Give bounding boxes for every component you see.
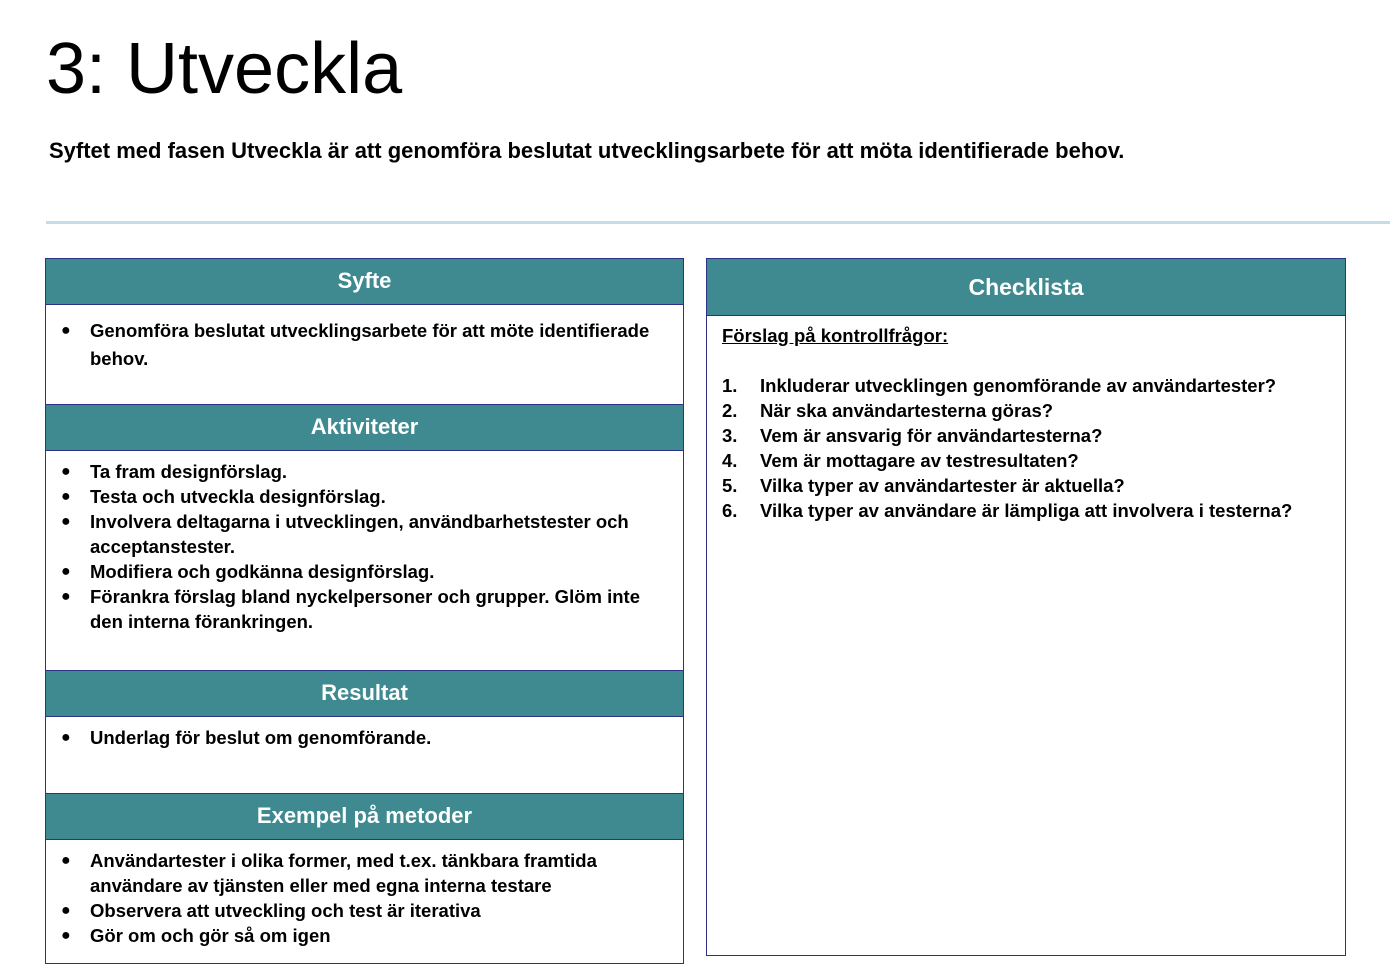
bullet-icon: ● [61,902,71,919]
section-header-checklista: Checklista [707,259,1345,316]
checklist-item: 2. När ska användartesterna göras? [722,400,1054,421]
bullet-icon: ● [61,588,71,605]
page-subtitle: Syftet med fasen Utveckla är att genomföra beslutat utvecklingsarbete för att möta identifierade behov. [49,138,1125,163]
bullet-icon: ● [61,488,71,505]
bullet-icon: ● [61,563,71,580]
page-title: 3: Utveckla [46,29,403,109]
list-item: ● Testa och utveckla designförslag. [61,486,386,507]
bullet-icon: ● [61,852,71,869]
bullet-icon: ● [61,322,71,339]
list-item: ● Förankra förslag bland nyckelpersoner och grupper. Glöm inte den interna förankringen. [61,586,640,632]
checklist-item: 3. Vem är ansvarig för användartesterna? [722,425,1103,446]
list-item: ● Modifiera och godkänna designförslag. [61,561,435,582]
section-header-syfte: Syfte [46,259,683,305]
section-header-aktiviteter: Aktiviteter [46,404,683,451]
checklist-item: 1. Inkluderar utvecklingen genomförande av användartester? [722,375,1277,396]
section-body-resultat [46,725,683,750]
list-item: ● Underlag för beslut om genomförande. [61,727,432,748]
section-header-metoder: Exempel på metoder [46,793,683,840]
section-body-syfte [46,317,683,373]
checklist-item: 5. Vilka typer av användartester är aktuella? [722,475,1125,496]
list-item: ● Gör om och gör så om igen [61,925,331,946]
checklist-item: 6. Vilka typer av användare är lämpliga att involvera i testerna? [722,500,1293,521]
list-item: ● Genomföra beslutat utvecklingsarbete för att möte identifierade behov. [46,317,683,373]
bullet-icon: ● [61,729,71,746]
bullet-icon: ● [61,463,71,480]
bullet-icon: ● [61,927,71,944]
list-item: ● Användartester i olika former, med t.ex. tänkbara framtida användare av tjänsten eller med egna interna testare [61,850,597,896]
checklist-questions [722,373,1292,523]
list-item: ● Involvera deltagarna i utvecklingen, användbarhetstester och acceptanstester. [61,511,629,557]
divider [46,221,1390,224]
phase-info-panel [45,258,684,964]
checklist-intro: Förslag på kontrollfrågor: [722,325,949,346]
section-header-resultat: Resultat [46,670,683,717]
list-item: ● Observera att utveckling och test är iterativa [61,900,481,921]
checklist-panel [706,258,1346,956]
section-body-metoder [46,848,683,948]
section-body-aktiviteter [46,459,683,634]
bullet-icon: ● [61,513,71,530]
list-item: ● Ta fram designförslag. [61,461,288,482]
checklist-item: 4. Vem är mottagare av testresultaten? [722,450,1079,471]
